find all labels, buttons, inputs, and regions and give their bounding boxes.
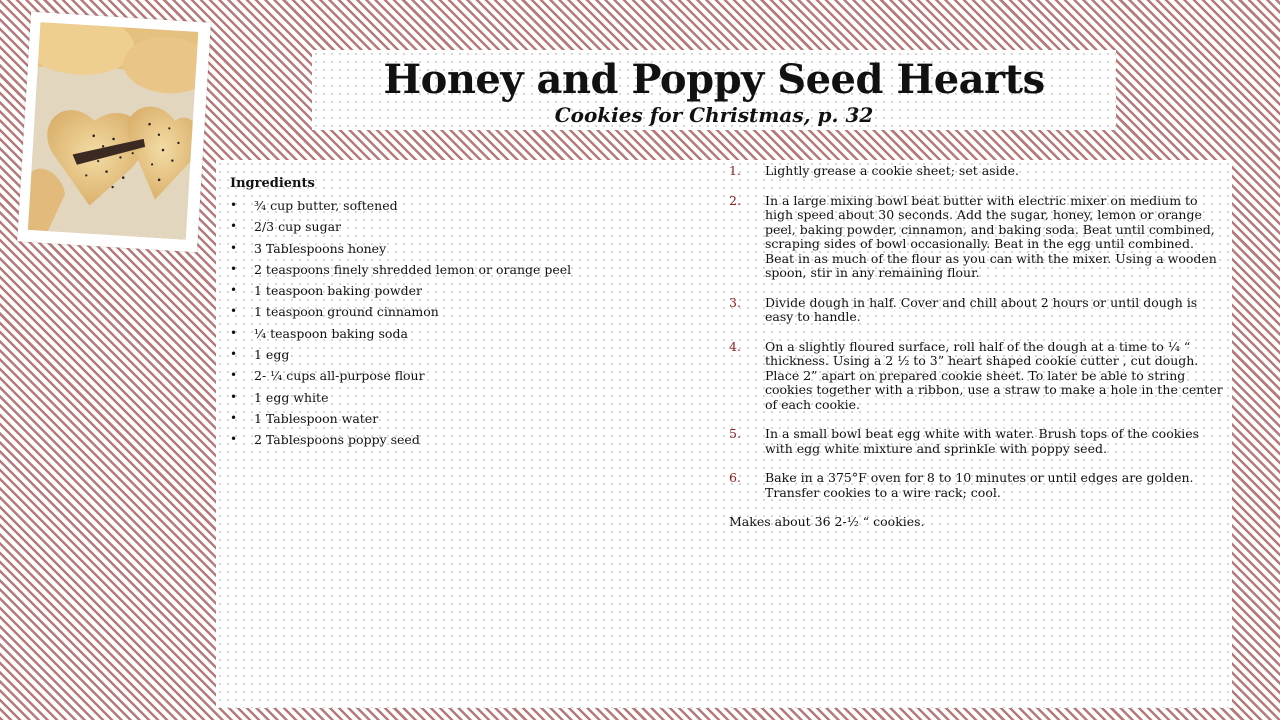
ingredient-item: • 1 teaspoon baking powder	[230, 283, 700, 298]
ingredient-item: • 1 egg white	[230, 390, 700, 405]
recipe-card	[216, 160, 1232, 708]
direction-step	[729, 427, 1223, 456]
recipe-source: Cookies for Christmas, p. 32	[554, 103, 874, 127]
ingredients-list	[230, 198, 700, 447]
ingredient-item: • 1 egg	[230, 347, 700, 362]
ingredient-item: • 2- ¼ cups all-purpose flour	[230, 368, 700, 383]
step-text: On a slightly floured surface, roll half of the dough at a time to ¼ “ thickness. Using a 2 ½ to 3” heart shaped cookie cutter , cut dough. Place 2” apart on prepared cookie sheet. To later be able to string cookies together with a ribbon, use a straw to make a hole in the center of each cookie.	[765, 338, 1223, 412]
step-number: 4.	[729, 338, 741, 354]
step-text: Bake in a 375°F oven for 8 to 10 minutes or until edges are golden. Transfer cookies to a wire rack; cool.	[765, 470, 1194, 500]
step-text: In a small bowl beat egg white with water. Brush tops of the cookies with egg white mixture and sprinkle with poppy seed.	[765, 426, 1200, 456]
recipe-yield: Makes about 36 2-½ “ cookies.	[729, 514, 925, 529]
ingredients-heading: Ingredients	[230, 176, 315, 191]
step-number: 1.	[729, 163, 741, 178]
direction-step	[729, 296, 1223, 325]
cookie-photo	[17, 12, 211, 253]
title-banner	[312, 50, 1116, 130]
recipe-title: Honey and Poppy Seed Hearts	[383, 56, 1045, 103]
ingredient-item: • ¾ cup butter, softened	[230, 198, 700, 213]
ingredient-item: • 2 teaspoons finely shredded lemon or orange peel	[230, 262, 700, 277]
directions-section	[729, 164, 1223, 530]
step-number: 6.	[729, 470, 741, 485]
direction-step	[729, 164, 1223, 179]
step-text: Divide dough in half. Cover and chill about 2 hours or until dough is easy to handle.	[765, 294, 1198, 324]
directions-list	[729, 164, 1223, 500]
step-text: Lightly grease a cookie sheet; set aside.	[765, 163, 1019, 178]
direction-step	[729, 471, 1223, 500]
step-number: 3.	[729, 294, 741, 310]
cookie-photo-image	[28, 22, 198, 239]
ingredients-section	[230, 176, 700, 454]
ingredient-item: • 1 teaspoon ground cinnamon	[230, 304, 700, 319]
ingredient-item: • ¼ teaspoon baking soda	[230, 326, 700, 341]
ingredient-item: • 2 Tablespoons poppy seed	[230, 432, 700, 447]
ingredient-item: • 2/3 cup sugar	[230, 219, 700, 234]
ingredient-item: • 1 Tablespoon water	[230, 411, 700, 426]
step-number: 5.	[729, 426, 741, 441]
ingredient-item: • 3 Tablespoons honey	[230, 241, 700, 256]
direction-step	[729, 340, 1223, 413]
step-text: In a large mixing bowl beat butter with electric mixer on medium to high speed about 30 seconds. Add the sugar, honey, lemon or orange peel, baking powder, cinnamon, and baking soda. Beat until combined, scraping sides of bowl occasionally. Beat in the egg until combined. Beat in as much of the flour as you can with the mixer. Using a wooden spoon, stir in any remaining flour.	[765, 192, 1217, 280]
step-number: 2.	[729, 192, 741, 208]
direction-step	[729, 194, 1223, 281]
